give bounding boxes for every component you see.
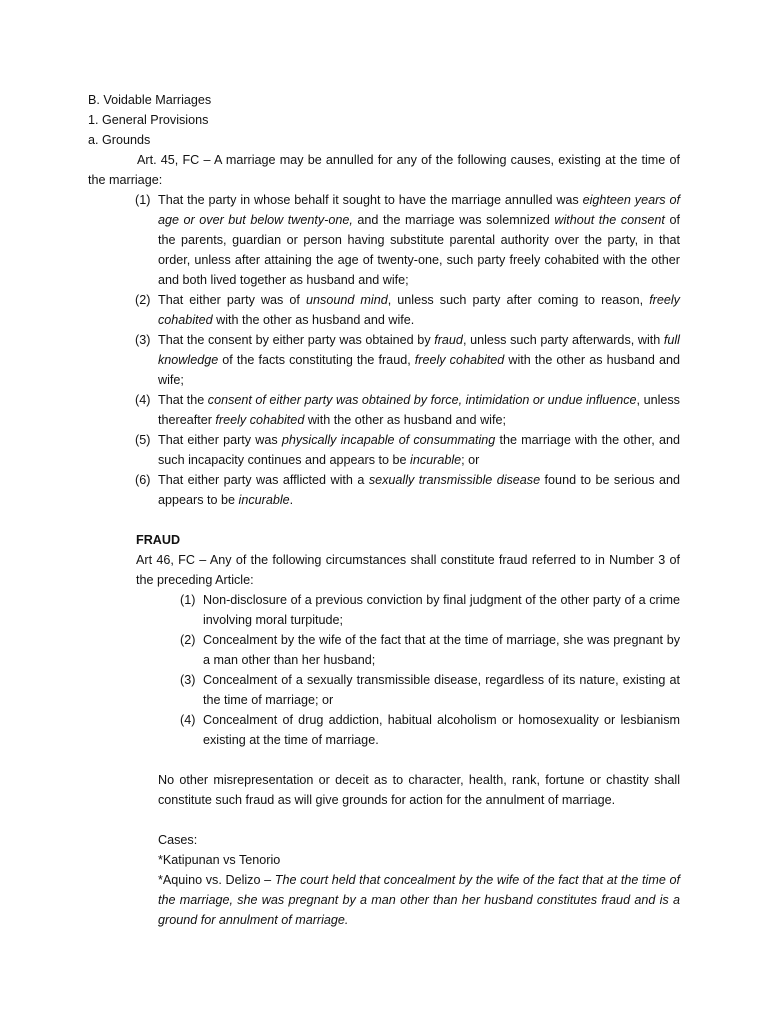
body-text: That either party was [158,433,282,447]
list-number: (3) [180,673,196,687]
fraud-heading: FRAUD [136,533,181,547]
case-katipunan: *Katipunan vs Tenorio [158,853,281,867]
emphasis-text: eighteen years of age or over but below twenty-one, [158,193,680,227]
body-text: That the [158,393,208,407]
art45-grounds-list [135,190,680,510]
case-aquino-holding: The court held that concealment by the wife of the fact that at the time of the marriage, she was pregnant by a man other than her husband constitutes fraud and is a ground for annulment of marriage. [158,873,680,927]
body-text: , unless such party after coming to reason, [387,293,650,307]
fraud-note-block [158,770,680,810]
body-text: the marriage with the other, and such incapacity continues and appears to be [158,433,680,467]
fraud-circumstance-item [180,710,680,750]
body-text: That the consent by either party was obtained by [158,333,435,347]
body-text: Concealment by the wife of the fact that at the time of marriage, she was pregnant by a man other than her husband; [203,633,680,667]
section-headings [88,90,688,150]
art46-intro: Art 46, FC – Any of the following circumstances shall constitute fraud referred to in Number 3 of the preceding Article: [136,553,680,587]
emphasis-text: incurable [410,453,462,467]
body-text: That either party was afflicted with a [158,473,369,487]
art45-ground-item [135,190,680,290]
art45-ground-item [135,390,680,430]
list-number: (2) [135,293,151,307]
body-text: with the other as husband and wife; [158,353,680,387]
art45-ground-item [135,330,680,390]
body-text: Non-disclosure of a previous conviction by final judgment of the other party of a crime involving moral turpitude; [203,593,680,627]
body-text: That the party in whose behalf it sought to have the marriage annulled was [158,193,583,207]
fraud-circumstance-item [180,670,680,710]
emphasis-text: freely cohabited [215,413,305,427]
emphasis-text: fraud [434,333,463,347]
list-number: (3) [135,333,151,347]
case-aquino [158,870,680,930]
emphasis-text: sexually transmissible disease [368,473,541,487]
heading-grounds: a. Grounds [88,133,151,147]
body-text: Concealment of drug addiction, habitual alcoholism or homosexuality or lesbianism existing at the time of marriage. [203,713,680,747]
list-number: (4) [180,713,196,727]
list-number: (4) [135,393,151,407]
body-text: of the parents, guardian or person having substitute parental authority over the party, in that order, unless after attaining the age of twenty-one, such party freely cohabited with the other and both lived together as husband and wife; [158,213,680,287]
heading-general-provisions: 1. General Provisions [88,113,209,127]
fraud-heading-block [136,530,680,590]
list-number: (5) [135,433,151,447]
art45-intro: Art. 45, FC – A marriage may be annulled for any of the following causes, existing at the time of the marriage: [88,153,680,187]
cases-block [158,830,680,930]
fraud-circumstances-list [180,590,680,750]
emphasis-text: full knowledge [158,333,680,367]
list-number: (1) [180,593,196,607]
art45-intro-block [88,150,680,190]
heading-voidable-marriages: B. Voidable Marriages [88,93,212,107]
emphasis-text: physically incapable of consummating [281,433,496,447]
emphasis-text: freely cohabited [158,293,680,327]
emphasis-text: incurable [238,493,290,507]
cases-heading: Cases: [158,833,198,847]
body-text: That either party was of [158,293,307,307]
body-text: and the marriage was solemnized [352,213,555,227]
body-text: of the facts constituting the fraud, [218,353,415,367]
body-text: ; or [461,453,480,467]
emphasis-text: without the consent [554,213,665,227]
fraud-note: No other misrepresentation or deceit as to character, health, rank, fortune or chastity shall constitute such fraud as will give grounds for action for the annulment of marriage. [158,773,680,807]
emphasis-text: freely cohabited [414,353,505,367]
body-text: . [289,493,294,507]
body-text: Concealment of a sexually transmissible disease, regardless of its nature, existing at the time of marriage; or [203,673,680,707]
list-number: (1) [135,193,151,207]
art45-ground-item [135,430,680,470]
emphasis-text: consent of either party was obtained by force, intimidation or undue influence [207,393,637,407]
fraud-circumstance-item [180,630,680,670]
emphasis-text: unsound mind [306,293,388,307]
body-text: with the other as husband and wife; [304,413,506,427]
list-number: (6) [135,473,151,487]
case-aquino-title: *Aquino vs. Delizo – [158,873,275,887]
list-number: (2) [180,633,196,647]
body-text: found to be serious and appears to be [158,473,680,507]
art45-ground-item [135,470,680,510]
body-text: , unless such party afterwards, with [462,333,664,347]
art45-ground-item [135,290,680,330]
body-text: with the other as husband and wife. [212,313,415,327]
fraud-circumstance-item [180,590,680,630]
body-text: , unless thereafter [158,393,680,427]
